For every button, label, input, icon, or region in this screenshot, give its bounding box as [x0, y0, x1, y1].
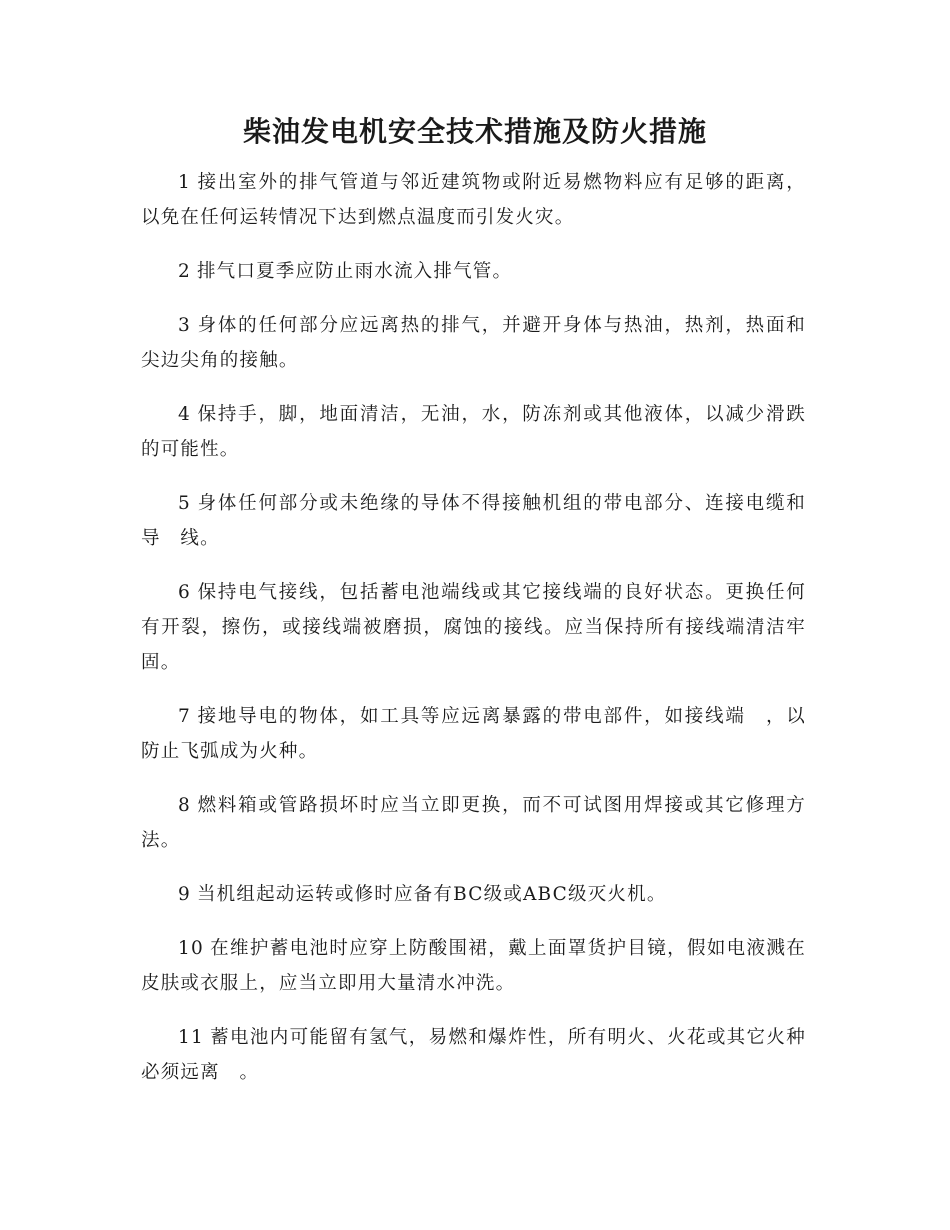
paragraph-number: 1 — [178, 172, 191, 193]
paragraph-number: 8 — [178, 795, 191, 816]
paragraph-10 — [141, 931, 806, 1001]
paragraph-text: 燃料箱或管路损坏时应当立即更换，而不可试图用焊接或其它修理方法。 — [141, 795, 806, 851]
paragraph-number: 6 — [178, 582, 191, 603]
paragraph-text: 排气口夏季应防止雨水流入排气管。 — [196, 261, 513, 282]
paragraph-text: 蓄电池内可能留有氢气，易燃和爆炸性，所有明火、火花或其它火种必须远离 。 — [141, 1027, 806, 1083]
paragraph-3 — [141, 308, 806, 378]
paragraph-number: 11 — [178, 1027, 204, 1048]
paragraph-6 — [141, 575, 806, 680]
paragraph-number: 10 — [178, 938, 204, 959]
paragraph-text: 保持手，脚，地面清洁，无油，水，防冻剂或其他液体，以减少滑跌的可能性。 — [141, 404, 806, 460]
paragraph-text: 当机组起动运转或修时应备有BC级或ABC级灭火机。 — [196, 884, 667, 905]
paragraph-text: 在维护蓄电池时应穿上防酸围裙，戴上面罩货护目镜，假如电液溅在皮肤或衣服上，应当立即用大量清水冲洗。 — [141, 938, 806, 994]
paragraph-text: 接地导电的物体，如工具等应远离暴露的带电部件，如接线端 ，以防止飞弧成为火种。 — [141, 706, 806, 762]
document-body — [141, 165, 806, 1109]
paragraph-number: 2 — [178, 261, 191, 282]
paragraph-text: 接出室外的排气管道与邻近建筑物或附近易燃物料应有足够的距离，以免在任何运转情况下达到燃点温度而引发火灾。 — [141, 172, 806, 228]
document-title: 柴油发电机安全技术措施及防火措施 — [242, 115, 707, 148]
paragraph-text: 保持电气接线，包括蓄电池端线或其它接线端的良好状态。更换任何有开裂，擦伤，或接线端被磨损，腐蚀的接线。应当保持所有接线端清洁牢固。 — [141, 582, 806, 673]
paragraph-7 — [141, 699, 806, 769]
paragraph-5 — [141, 486, 806, 556]
paragraph-text: 身体的任何部分应远离热的排气，并避开身体与热油，热剂，热面和尖边尖角的接触。 — [141, 315, 806, 371]
paragraph-8 — [141, 788, 806, 858]
paragraph-number: 5 — [178, 493, 191, 514]
paragraph-number: 3 — [178, 315, 191, 336]
paragraph-1 — [141, 165, 806, 235]
paragraph-4 — [141, 397, 806, 467]
paragraph-number: 7 — [178, 706, 191, 727]
paragraph-number: 9 — [178, 884, 191, 905]
paragraph-11 — [141, 1020, 806, 1090]
paragraph-text: 身体任何部分或未绝缘的导体不得接触机组的带电部分、连接电缆和导 线。 — [141, 493, 806, 549]
paragraph-number: 4 — [178, 404, 191, 425]
paragraph-9 — [141, 877, 806, 912]
paragraph-2 — [141, 254, 806, 289]
